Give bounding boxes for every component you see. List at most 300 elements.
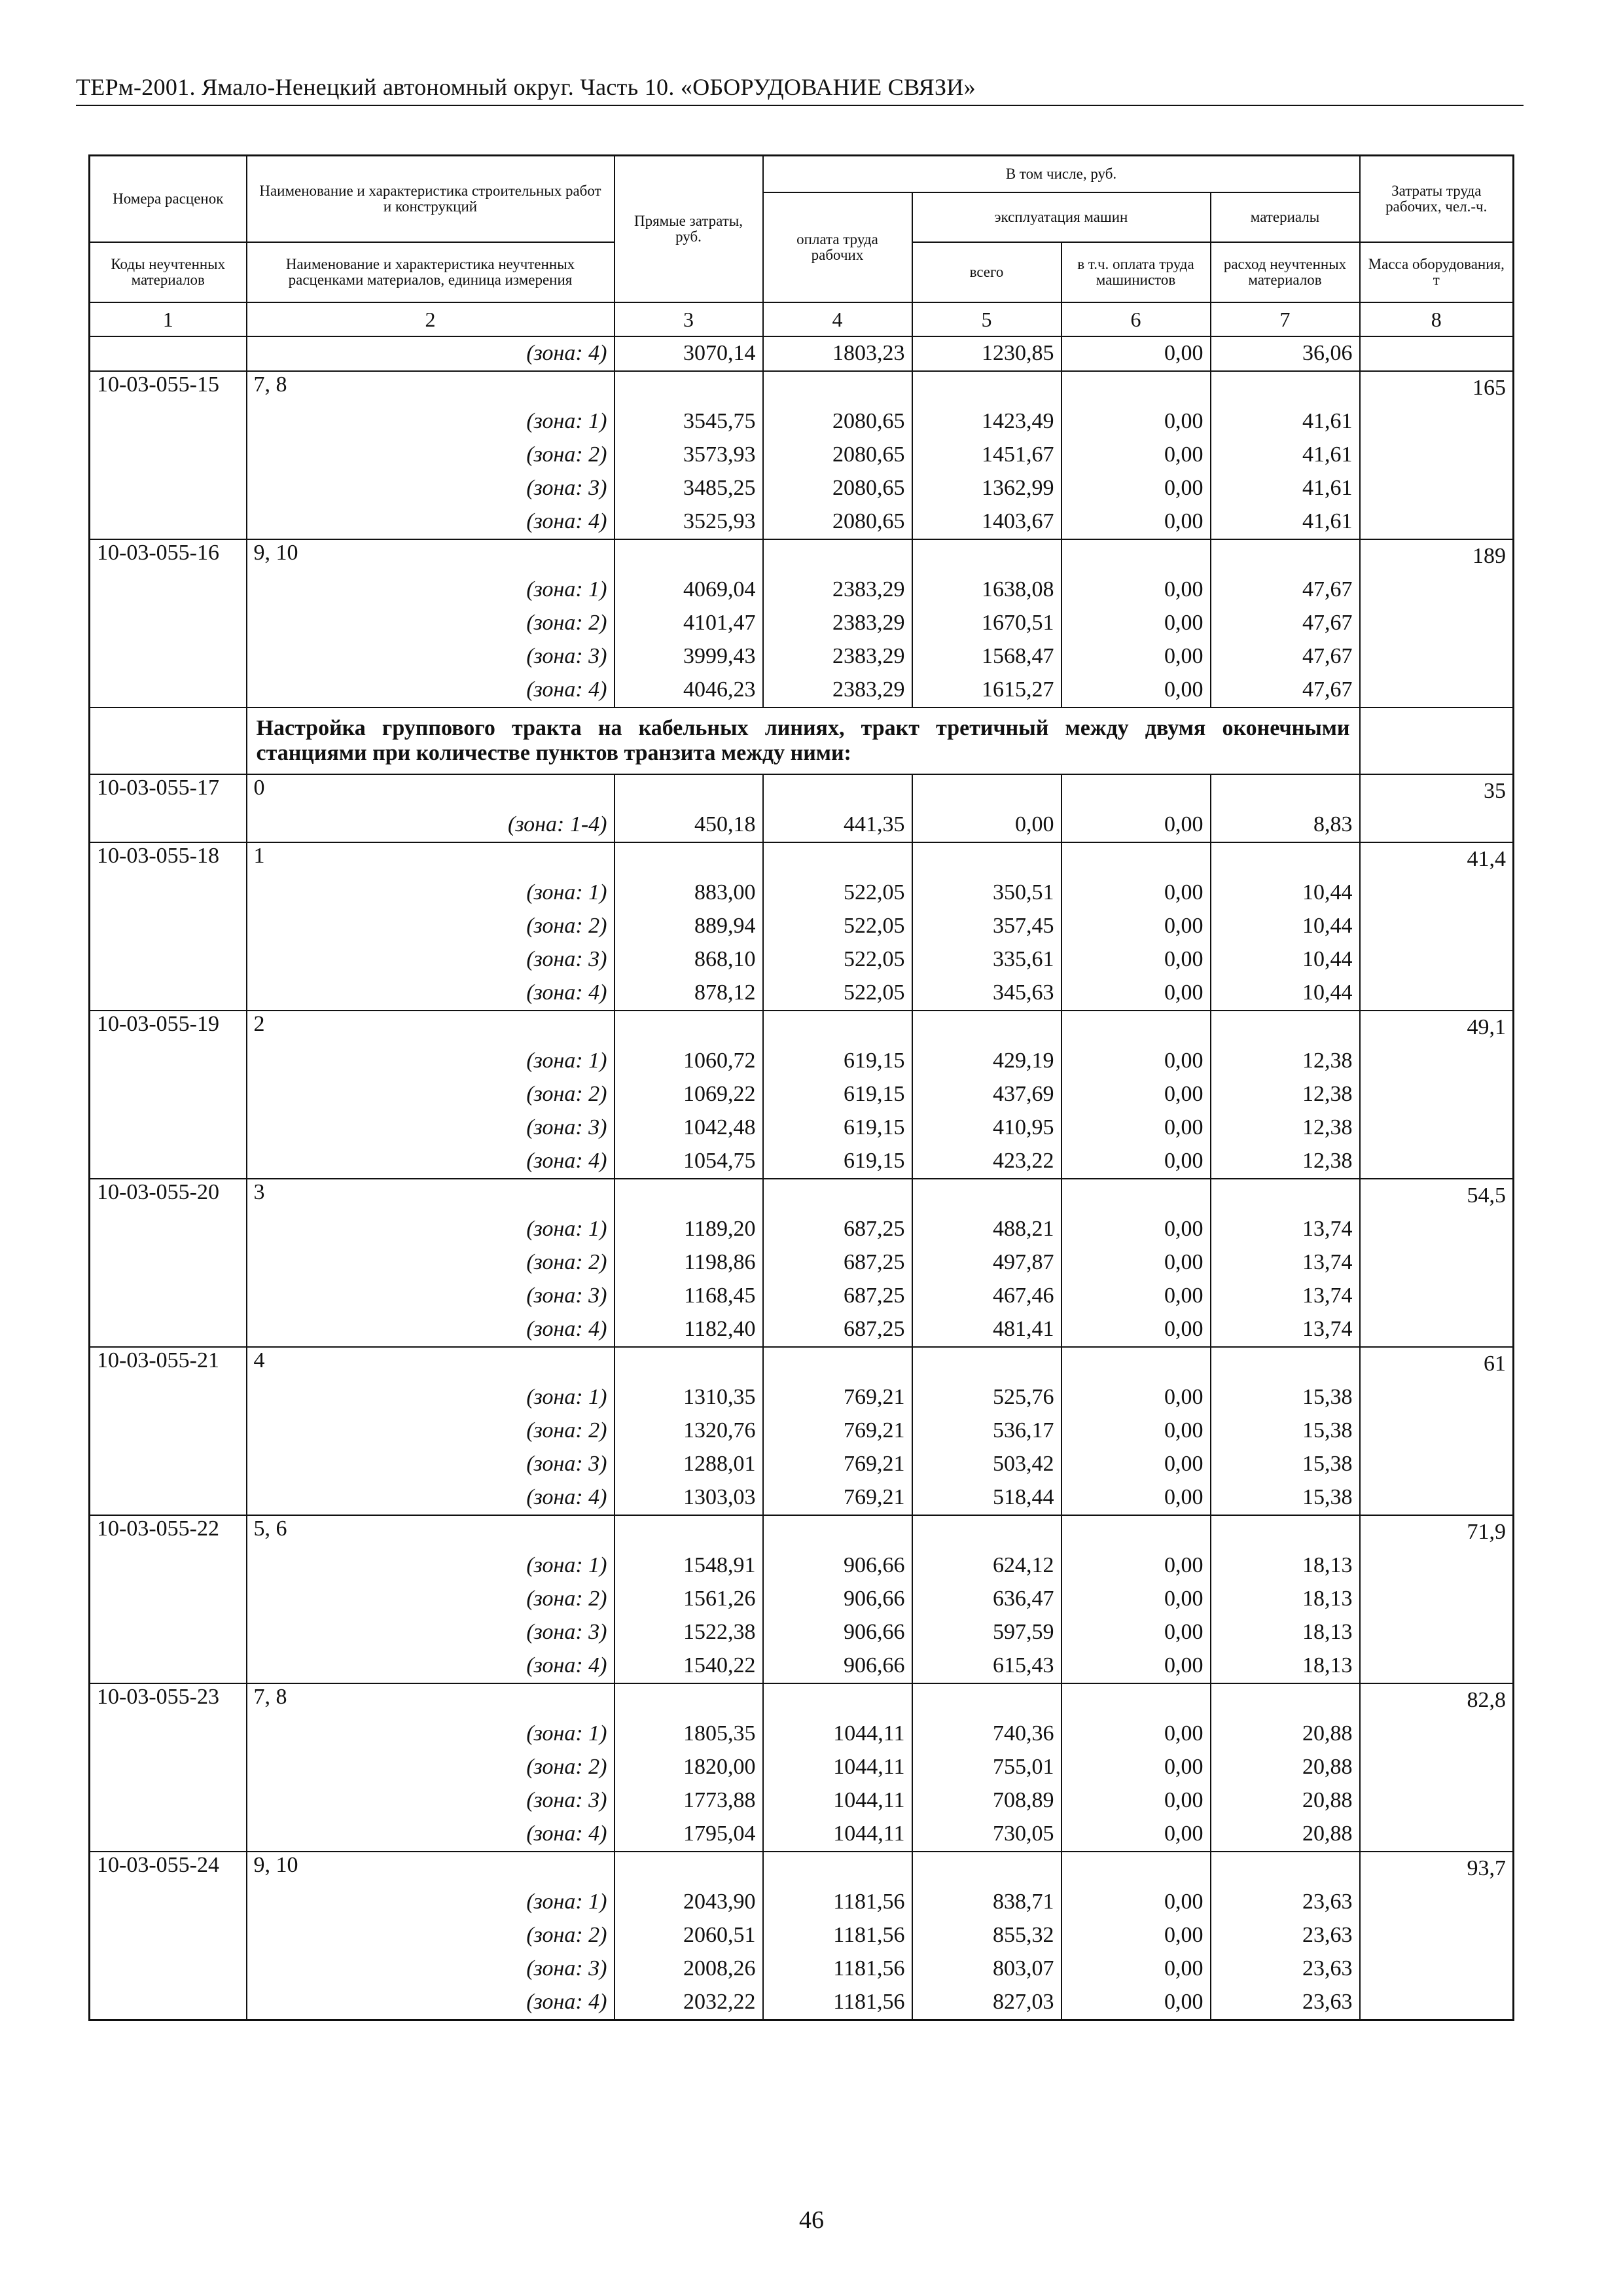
- table-row: [90, 405, 1514, 439]
- machinists-pay-cell: 0,00: [1061, 1111, 1211, 1145]
- rate-code-cell: [90, 1717, 247, 1751]
- labor-costs-cell: [1360, 1111, 1514, 1145]
- lead-row-group: [90, 336, 1514, 371]
- labor-pay-cell: 769,21: [763, 1414, 912, 1448]
- rate-code-cell: [90, 336, 247, 371]
- labor-costs-cell: [1360, 1717, 1514, 1751]
- direct-costs-cell: 1561,26: [615, 1583, 763, 1616]
- materials-cell: 13,74: [1211, 1313, 1360, 1347]
- table-row: [90, 1649, 1514, 1683]
- labor-pay-cell: 1181,56: [763, 1986, 912, 2020]
- machines-total-cell: 1638,08: [912, 573, 1061, 607]
- rate-code-cell: [90, 1751, 247, 1784]
- work-name: 4: [247, 1347, 615, 1381]
- machinists-pay-cell: 0,00: [1061, 505, 1211, 539]
- table-row: [90, 1313, 1514, 1347]
- direct-costs-cell: [615, 1179, 763, 1213]
- labor-costs-cell: [1360, 1986, 1514, 2020]
- machines-total-cell: 357,45: [912, 910, 1061, 943]
- zone-label: (зона: 3): [247, 1616, 615, 1649]
- machines-total-cell: 636,47: [912, 1583, 1061, 1616]
- direct-costs-cell: 1182,40: [615, 1313, 763, 1347]
- table-row: [90, 1952, 1514, 1986]
- machinists-pay-cell: 0,00: [1061, 943, 1211, 977]
- labor-costs: 71,9: [1360, 1515, 1514, 1549]
- direct-costs-cell: 3573,93: [615, 439, 763, 472]
- labor-pay-cell: 687,25: [763, 1313, 912, 1347]
- table-row: [90, 371, 1514, 405]
- labor-pay-cell: [763, 1515, 912, 1549]
- materials-cell: 47,67: [1211, 673, 1360, 708]
- header-work-name: Наименование и характеристика строительных работ и конструкций: [247, 156, 615, 242]
- rate-code-cell: [90, 1448, 247, 1481]
- labor-costs-cell: [1360, 1886, 1514, 1919]
- materials-cell: 20,88: [1211, 1784, 1360, 1818]
- table-row: [90, 1145, 1514, 1179]
- table-header: [90, 156, 1514, 336]
- materials-cell: 13,74: [1211, 1280, 1360, 1313]
- labor-pay-cell: 2383,29: [763, 607, 912, 640]
- header-machines: эксплуатация машин: [912, 192, 1211, 242]
- rate-code-cell: [90, 1616, 247, 1649]
- rate-code-cell: [90, 472, 247, 505]
- materials-cell: 47,67: [1211, 640, 1360, 673]
- machines-total-cell: 1362,99: [912, 472, 1061, 505]
- zone-label: (зона: 4): [247, 1313, 615, 1347]
- labor-pay-cell: 522,05: [763, 876, 912, 910]
- zone-label: (зона: 4): [247, 505, 615, 539]
- zone-label: (зона: 4): [247, 673, 615, 708]
- rate-code-cell: [90, 910, 247, 943]
- rate-code-cell: [90, 673, 247, 708]
- machines-total-cell: [912, 1515, 1061, 1549]
- table-row: [90, 1818, 1514, 1852]
- table-row: [90, 1986, 1514, 2020]
- header-rule: [76, 105, 1524, 106]
- labor-pay-cell: 2080,65: [763, 439, 912, 472]
- materials-cell: [1211, 1179, 1360, 1213]
- machinists-pay-cell: 0,00: [1061, 1583, 1211, 1616]
- labor-pay-cell: 906,66: [763, 1649, 912, 1683]
- table-row: [90, 1111, 1514, 1145]
- section-row-group: [90, 708, 1514, 774]
- rate-code-cell: [90, 977, 247, 1011]
- direct-costs-cell: 4069,04: [615, 573, 763, 607]
- rate-group: [90, 371, 1514, 539]
- header-rate-numbers: Номера расценок: [90, 156, 247, 242]
- labor-pay-cell: 769,21: [763, 1448, 912, 1481]
- rate-code-cell: [90, 405, 247, 439]
- materials-cell: 41,61: [1211, 405, 1360, 439]
- header-labor-costs: Затраты труда рабочих, чел.-ч.: [1360, 156, 1514, 242]
- rate-group: [90, 842, 1514, 1011]
- zone-label: (зона: 1): [247, 876, 615, 910]
- rate-code-cell: [90, 607, 247, 640]
- rate-code-cell: [90, 1381, 247, 1414]
- machines-total-cell: [912, 1683, 1061, 1717]
- machinists-pay-cell: 0,00: [1061, 472, 1211, 505]
- machines-total-cell: 755,01: [912, 1751, 1061, 1784]
- direct-costs-cell: [615, 539, 763, 573]
- machinists-pay-cell: [1061, 842, 1211, 876]
- labor-costs-cell: [1360, 910, 1514, 943]
- work-name: 9, 10: [247, 1852, 615, 1886]
- labor-pay-cell: 687,25: [763, 1280, 912, 1313]
- zone-label: (зона: 4): [247, 1481, 615, 1515]
- machinists-pay-cell: [1061, 371, 1211, 405]
- labor-pay-cell: [763, 774, 912, 808]
- materials-cell: 15,38: [1211, 1481, 1360, 1515]
- labor-pay-cell: 1044,11: [763, 1784, 912, 1818]
- labor-costs: 93,7: [1360, 1852, 1514, 1886]
- machines-total-cell: 838,71: [912, 1886, 1061, 1919]
- machines-total-cell: 429,19: [912, 1045, 1061, 1078]
- labor-costs-cell: [1360, 1246, 1514, 1280]
- direct-costs-cell: 1168,45: [615, 1280, 763, 1313]
- rate-code-cell: [90, 1045, 247, 1078]
- machines-total-cell: 1451,67: [912, 439, 1061, 472]
- machinists-pay-cell: 0,00: [1061, 1549, 1211, 1583]
- labor-pay-cell: [763, 1179, 912, 1213]
- materials-cell: [1211, 1683, 1360, 1717]
- labor-pay-cell: 1181,56: [763, 1886, 912, 1919]
- rate-code-cell: [90, 573, 247, 607]
- zone-label: (зона: 1): [247, 573, 615, 607]
- column-number: 1: [90, 302, 247, 336]
- labor-costs: 189: [1360, 539, 1514, 573]
- machines-total-cell: 855,32: [912, 1919, 1061, 1952]
- rate-code-cell: [90, 808, 247, 842]
- labor-pay-cell: 2080,65: [763, 505, 912, 539]
- table-row: [90, 1515, 1514, 1549]
- materials-cell: 41,61: [1211, 505, 1360, 539]
- header-including: В том числе, руб.: [763, 156, 1360, 192]
- machines-total-cell: 410,95: [912, 1111, 1061, 1145]
- machinists-pay-cell: 0,00: [1061, 1313, 1211, 1347]
- zone-label: (зона: 2): [247, 607, 615, 640]
- zone-label: (зона: 2): [247, 1414, 615, 1448]
- rate-code-cell: [90, 1280, 247, 1313]
- materials-cell: 23,63: [1211, 1919, 1360, 1952]
- direct-costs-cell: 3485,25: [615, 472, 763, 505]
- direct-costs-cell: [615, 1011, 763, 1045]
- table-row: [90, 910, 1514, 943]
- header-direct-costs: Прямые затраты, руб.: [615, 156, 763, 302]
- rate-code: 10-03-055-17: [90, 774, 247, 808]
- machines-total-cell: 730,05: [912, 1818, 1061, 1852]
- direct-costs-cell: 4046,23: [615, 673, 763, 708]
- materials-cell: 23,63: [1211, 1986, 1360, 2020]
- machinists-pay-cell: 0,00: [1061, 1952, 1211, 1986]
- table-row: [90, 1213, 1514, 1246]
- table-row: [90, 943, 1514, 977]
- table-row: [90, 1246, 1514, 1280]
- machines-total-cell: [912, 1179, 1061, 1213]
- table-row: [90, 607, 1514, 640]
- machines-total-cell: 423,22: [912, 1145, 1061, 1179]
- rate-code-cell: [90, 876, 247, 910]
- header-machinists-pay: в т.ч. оплата труда машинистов: [1061, 242, 1211, 302]
- materials-cell: 12,38: [1211, 1111, 1360, 1145]
- table-row: [90, 573, 1514, 607]
- work-name: 2: [247, 1011, 615, 1045]
- machines-total-cell: 597,59: [912, 1616, 1061, 1649]
- labor-costs-cell: [1360, 1583, 1514, 1616]
- direct-costs-cell: 450,18: [615, 808, 763, 842]
- materials-cell: 20,88: [1211, 1818, 1360, 1852]
- zone-label: (зона: 3): [247, 1952, 615, 1986]
- zone-label: (зона: 2): [247, 1583, 615, 1616]
- labor-pay-cell: 906,66: [763, 1583, 912, 1616]
- rate-code: 10-03-055-22: [90, 1515, 247, 1549]
- materials-cell: 47,67: [1211, 607, 1360, 640]
- work-name: 5, 6: [247, 1515, 615, 1549]
- header-unaccounted-materials: расход неучтенных материалов: [1211, 242, 1360, 302]
- direct-costs-cell: 1054,75: [615, 1145, 763, 1179]
- labor-costs: 41,4: [1360, 842, 1514, 876]
- work-name: 7, 8: [247, 1683, 615, 1717]
- machines-total-cell: [912, 371, 1061, 405]
- materials-cell: 18,13: [1211, 1616, 1360, 1649]
- labor-costs: 49,1: [1360, 1011, 1514, 1045]
- section-heading: Настройка группового тракта на кабельных линиях, тракт третичный между двумя оконечными станциями при количестве пунктов транзита между ними:: [247, 708, 1360, 774]
- machines-total-cell: [912, 1852, 1061, 1886]
- labor-pay-cell: 1044,11: [763, 1818, 912, 1852]
- rate-code-cell: [90, 943, 247, 977]
- table-row: [90, 1751, 1514, 1784]
- labor-costs-cell: [1360, 607, 1514, 640]
- table-row: [90, 1078, 1514, 1111]
- labor-costs-cell: [1360, 943, 1514, 977]
- table-row: [90, 808, 1514, 842]
- materials-cell: [1211, 539, 1360, 573]
- labor-costs-cell: [1360, 1549, 1514, 1583]
- machines-total-cell: [912, 1347, 1061, 1381]
- labor-costs-cell: [1360, 405, 1514, 439]
- labor-pay-cell: 1181,56: [763, 1919, 912, 1952]
- machinists-pay-cell: 0,00: [1061, 405, 1211, 439]
- labor-costs-cell: [1360, 1649, 1514, 1683]
- direct-costs-cell: 1303,03: [615, 1481, 763, 1515]
- zone-label: (зона: 2): [247, 1919, 615, 1952]
- table-row: [90, 876, 1514, 910]
- labor-pay-cell: 2383,29: [763, 640, 912, 673]
- labor-costs-cell: [1360, 1313, 1514, 1347]
- labor-pay-cell: 619,15: [763, 1045, 912, 1078]
- rate-group: [90, 1179, 1514, 1347]
- zone-label: (зона: 1): [247, 405, 615, 439]
- labor-costs-cell: [1360, 1952, 1514, 1986]
- zone-label: (зона: 4): [247, 1818, 615, 1852]
- rate-code: 10-03-055-23: [90, 1683, 247, 1717]
- zone-label: (зона: 2): [247, 910, 615, 943]
- rate-code-cell: [90, 439, 247, 472]
- machinists-pay-cell: 0,00: [1061, 1145, 1211, 1179]
- labor-costs-cell: [1360, 977, 1514, 1011]
- direct-costs-cell: 3525,93: [615, 505, 763, 539]
- machines-total-cell: 1615,27: [912, 673, 1061, 708]
- rate-code-cell: [90, 1886, 247, 1919]
- zone-label: (зона: 3): [247, 1111, 615, 1145]
- labor-costs-cell: [1360, 1381, 1514, 1414]
- column-number: 6: [1061, 302, 1211, 336]
- labor-costs-cell: [1360, 1784, 1514, 1818]
- labor-costs-cell: [1360, 808, 1514, 842]
- labor-pay-cell: [763, 1011, 912, 1045]
- rate-code: 10-03-055-21: [90, 1347, 247, 1381]
- labor-pay-cell: 687,25: [763, 1213, 912, 1246]
- direct-costs-cell: 1288,01: [615, 1448, 763, 1481]
- machines-total-cell: 345,63: [912, 977, 1061, 1011]
- direct-costs-cell: [615, 1683, 763, 1717]
- labor-costs: 61: [1360, 1347, 1514, 1381]
- table-row: [90, 640, 1514, 673]
- labor-costs: 35: [1360, 774, 1514, 808]
- direct-costs-cell: [615, 774, 763, 808]
- machinists-pay-cell: [1061, 1347, 1211, 1381]
- labor-costs-cell: [1360, 439, 1514, 472]
- labor-costs-cell: [1360, 1919, 1514, 1952]
- rate-code-cell: [90, 1952, 247, 1986]
- labor-costs: 82,8: [1360, 1683, 1514, 1717]
- materials-cell: 10,44: [1211, 977, 1360, 1011]
- materials-cell: 15,38: [1211, 1448, 1360, 1481]
- zone-label: (зона: 3): [247, 1784, 615, 1818]
- machinists-pay-cell: 0,00: [1061, 640, 1211, 673]
- labor-costs-cell: [1360, 1616, 1514, 1649]
- labor-costs: 165: [1360, 371, 1514, 405]
- direct-costs-cell: 1522,38: [615, 1616, 763, 1649]
- labor-pay-cell: 619,15: [763, 1078, 912, 1111]
- table-row: [90, 1717, 1514, 1751]
- machines-total-cell: 536,17: [912, 1414, 1061, 1448]
- materials-cell: [1211, 774, 1360, 808]
- table-row: [90, 977, 1514, 1011]
- labor-pay-cell: 522,05: [763, 943, 912, 977]
- machines-total-cell: 335,61: [912, 943, 1061, 977]
- machinists-pay-cell: 0,00: [1061, 1381, 1211, 1414]
- direct-costs-cell: 3545,75: [615, 405, 763, 439]
- machinists-pay-cell: 0,00: [1061, 673, 1211, 708]
- zone-label: (зона: 2): [247, 439, 615, 472]
- machines-total-cell: 740,36: [912, 1717, 1061, 1751]
- machines-total-cell: 437,69: [912, 1078, 1061, 1111]
- zone-label: (зона: 1): [247, 1717, 615, 1751]
- materials-cell: 20,88: [1211, 1751, 1360, 1784]
- machinists-pay-cell: [1061, 1179, 1211, 1213]
- direct-costs-cell: 889,94: [615, 910, 763, 943]
- labor-costs-cell: [1360, 1045, 1514, 1078]
- column-number: 7: [1211, 302, 1360, 336]
- machines-total-cell: 1230,85: [912, 336, 1061, 371]
- materials-cell: 8,83: [1211, 808, 1360, 842]
- labor-pay-cell: 2080,65: [763, 472, 912, 505]
- zone-label: (зона: 3): [247, 472, 615, 505]
- zone-label: (зона: 1): [247, 1213, 615, 1246]
- labor-costs-cell: [1360, 1213, 1514, 1246]
- labor-pay-cell: [763, 1683, 912, 1717]
- rate-group: [90, 1852, 1514, 2020]
- materials-cell: 36,06: [1211, 336, 1360, 371]
- machinists-pay-cell: [1061, 774, 1211, 808]
- zone-label: (зона: 3): [247, 1448, 615, 1481]
- materials-cell: 13,74: [1211, 1246, 1360, 1280]
- rate-code-cell: [90, 505, 247, 539]
- machines-total-cell: 708,89: [912, 1784, 1061, 1818]
- machines-total-cell: [912, 842, 1061, 876]
- labor-costs-cell: [1360, 505, 1514, 539]
- direct-costs-cell: 2060,51: [615, 1919, 763, 1952]
- direct-costs-cell: 1320,76: [615, 1414, 763, 1448]
- table-row: [90, 1045, 1514, 1078]
- machinists-pay-cell: [1061, 1515, 1211, 1549]
- materials-cell: 41,61: [1211, 472, 1360, 505]
- machines-total-cell: 1423,49: [912, 405, 1061, 439]
- machinists-pay-cell: 0,00: [1061, 439, 1211, 472]
- materials-cell: 10,44: [1211, 943, 1360, 977]
- table-row: [90, 842, 1514, 876]
- header-material-codes: Коды неучтенных материалов: [90, 242, 247, 302]
- labor-pay-cell: 2080,65: [763, 405, 912, 439]
- zone-label: (зона: 1): [247, 1886, 615, 1919]
- rate-code: 10-03-055-24: [90, 1852, 247, 1886]
- materials-cell: 13,74: [1211, 1213, 1360, 1246]
- labor-costs-cell: [1360, 1481, 1514, 1515]
- zone-label: (зона: 4): [247, 1145, 615, 1179]
- direct-costs-cell: 4101,47: [615, 607, 763, 640]
- rate-group: [90, 1683, 1514, 1852]
- labor-pay-cell: 619,15: [763, 1145, 912, 1179]
- direct-costs-cell: 1805,35: [615, 1717, 763, 1751]
- zone-label: (зона: 1): [247, 1381, 615, 1414]
- direct-costs-cell: 1773,88: [615, 1784, 763, 1818]
- machines-total-cell: [912, 1011, 1061, 1045]
- zone-label: (зона: 1): [247, 1045, 615, 1078]
- table-row: [90, 1448, 1514, 1481]
- direct-costs-cell: 868,10: [615, 943, 763, 977]
- labor-pay-cell: 1803,23: [763, 336, 912, 371]
- direct-costs-cell: 883,00: [615, 876, 763, 910]
- rate-code: 10-03-055-16: [90, 539, 247, 573]
- header-machines-total: всего: [912, 242, 1061, 302]
- machinists-pay-cell: 0,00: [1061, 1717, 1211, 1751]
- table-row: [90, 1549, 1514, 1583]
- table-row: [90, 1381, 1514, 1414]
- machines-total-cell: 827,03: [912, 1986, 1061, 2020]
- direct-costs-cell: 3999,43: [615, 640, 763, 673]
- table-row: [90, 1481, 1514, 1515]
- column-number: 8: [1360, 302, 1514, 336]
- machinists-pay-cell: [1061, 1011, 1211, 1045]
- header-materials: материалы: [1211, 192, 1360, 242]
- zone-label: (зона: 3): [247, 640, 615, 673]
- rate-group: [90, 1347, 1514, 1515]
- table-row: [90, 539, 1514, 573]
- zone-label: (зона: 3): [247, 1280, 615, 1313]
- rate-code-cell: [90, 1481, 247, 1515]
- zone-label: (зона: 4): [247, 1986, 615, 2020]
- direct-costs-cell: 1060,72: [615, 1045, 763, 1078]
- direct-costs-cell: [615, 371, 763, 405]
- labor-costs-cell: [1360, 876, 1514, 910]
- rate-code-cell: [90, 1213, 247, 1246]
- labor-pay-cell: 2383,29: [763, 673, 912, 708]
- zone-label: (зона: 4): [247, 977, 615, 1011]
- machinists-pay-cell: 0,00: [1061, 1213, 1211, 1246]
- labor-pay-cell: 2383,29: [763, 573, 912, 607]
- materials-cell: 23,63: [1211, 1952, 1360, 1986]
- labor-pay-cell: 1044,11: [763, 1717, 912, 1751]
